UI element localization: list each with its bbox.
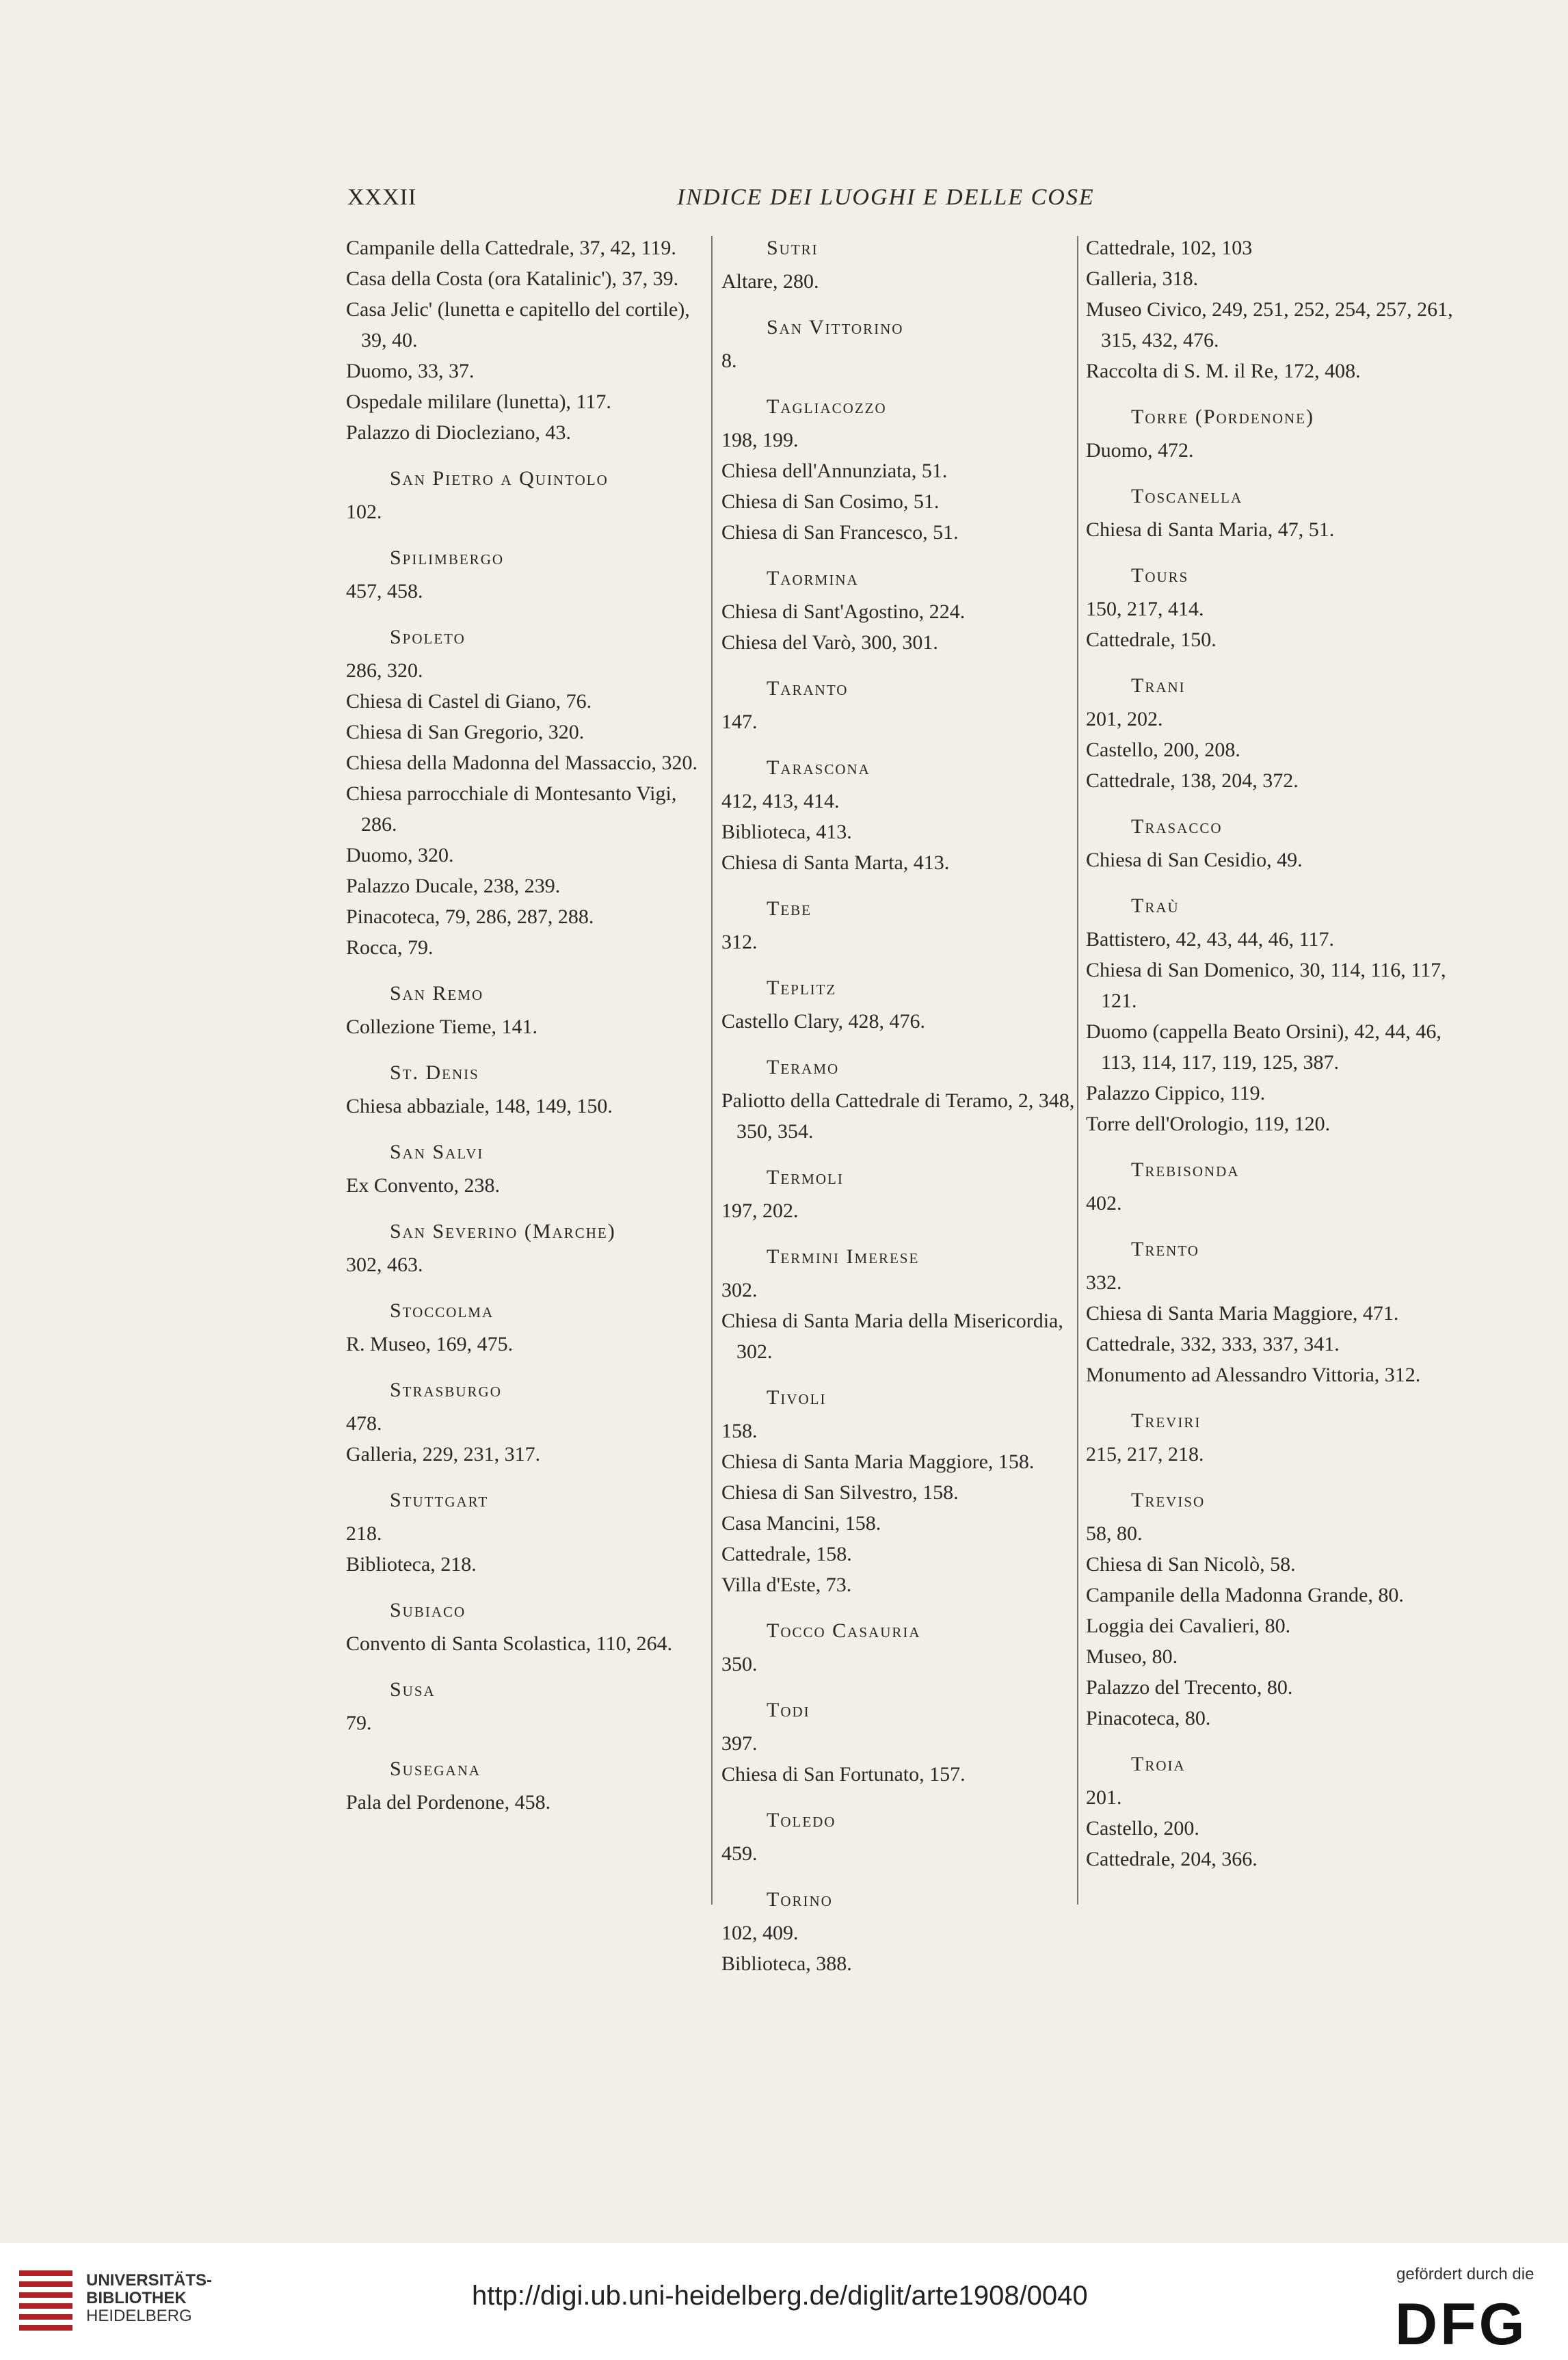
index-entry: Ospedale mililare (lunetta), 117. <box>346 390 611 413</box>
index-entry: 198, 199. <box>721 429 799 451</box>
index-entry: Chiesa di San Domenico, 30, 114, 116, 117, 121. <box>1086 959 1446 1012</box>
index-entry: Campanile della Madonna Grande, 80. <box>1086 1584 1404 1606</box>
place-heading: Teplitz <box>767 977 837 999</box>
index-entry: 147. <box>721 711 758 733</box>
library-name: UNIVERSITÄTS- BIBLIOTHEK HEIDELBERG <box>86 2271 213 2325</box>
index-entry: Museo Civico, 249, 251, 252, 254, 257, 261, 315, 432, 476. <box>1086 298 1453 352</box>
index-entry: Palazzo Cippico, 119. <box>1086 1082 1266 1104</box>
index-entry: Galleria, 318. <box>1086 267 1199 290</box>
index-entry: Rocca, 79. <box>346 936 434 959</box>
place-heading: Tebe <box>767 897 812 920</box>
index-entry: Raccolta di S. M. il Re, 172, 408. <box>1086 360 1361 382</box>
index-entry: Torre dell'Orologio, 119, 120. <box>1086 1113 1331 1135</box>
index-entry: Chiesa di San Fortunato, 157. <box>721 1763 966 1786</box>
index-entry: 286, 320. <box>346 659 423 682</box>
index-entry: Loggia dei Cavalieri, 80. <box>1086 1615 1291 1637</box>
place-heading: Trani <box>1131 674 1186 697</box>
index-entry: Chiesa di Santa Marta, 413. <box>721 851 950 874</box>
index-entry: Chiesa della Madonna del Massaccio, 320. <box>346 752 698 774</box>
index-entry: Casa Mancini, 158. <box>721 1512 881 1535</box>
place-heading: Trento <box>1131 1238 1199 1260</box>
university-library-logo-icon <box>14 2264 79 2339</box>
index-entry: Pinacoteca, 80. <box>1086 1707 1211 1729</box>
index-entry: Casa della Costa (ora Katalinic'), 37, 39. <box>346 267 679 290</box>
index-entry: Altare, 280. <box>721 270 819 293</box>
place-heading: Todi <box>767 1699 810 1721</box>
place-heading: Toledo <box>767 1809 836 1831</box>
index-entry: Chiesa dell'Annunziata, 51. <box>721 460 948 482</box>
place-heading: Stuttgart <box>390 1489 489 1511</box>
place-heading: Stoccolma <box>390 1299 494 1322</box>
place-heading: Sutri <box>767 237 819 259</box>
dfg-logo: DFG <box>1395 2292 1528 2357</box>
index-entry: 197, 202. <box>721 1199 799 1222</box>
index-entry: Paliotto della Cattedrale di Teramo, 2, 348, 350, 354. <box>721 1089 1075 1143</box>
index-entry: Pala del Pordenone, 458. <box>346 1791 551 1814</box>
place-heading: Strasburgo <box>390 1379 502 1401</box>
index-entry: R. Museo, 169, 475. <box>346 1333 514 1355</box>
place-heading: Trebisonda <box>1131 1158 1240 1181</box>
place-heading: San Vittorino <box>767 316 904 339</box>
place-heading: Susa <box>390 1678 436 1701</box>
index-column-2 <box>721 233 1091 1979</box>
index-entry: Duomo, 320. <box>346 844 454 866</box>
index-entry: Chiesa di San Silvestro, 158. <box>721 1481 959 1504</box>
place-heading: Spilimbergo <box>390 546 505 569</box>
index-entry: Cattedrale, 102, 103 <box>1086 237 1253 259</box>
place-heading: Torino <box>767 1888 833 1911</box>
place-heading: Termoli <box>767 1166 844 1189</box>
index-entry: Museo, 80. <box>1086 1645 1178 1668</box>
place-heading: Termini Imerese <box>767 1245 920 1268</box>
index-entry: Chiesa di Castel di Giano, 76. <box>346 690 592 713</box>
column-divider <box>711 236 713 1905</box>
index-entry: 350. <box>721 1653 758 1675</box>
place-heading: Toscanella <box>1131 485 1243 507</box>
index-entry: Biblioteca, 413. <box>721 821 852 843</box>
index-entry: 58, 80. <box>1086 1522 1143 1545</box>
index-entry: 402. <box>1086 1192 1122 1215</box>
index-entry: Duomo, 472. <box>1086 439 1194 462</box>
index-entry: Castello, 200. <box>1086 1817 1199 1840</box>
place-heading: San Pietro a Quintolo <box>390 467 609 490</box>
place-heading: San Severino (Marche) <box>390 1220 616 1243</box>
index-entry: 102. <box>346 501 382 523</box>
index-entry: 312. <box>721 931 758 953</box>
place-heading: Treviso <box>1131 1489 1206 1511</box>
page-number: XXXII <box>347 185 417 210</box>
index-entry: 102, 409. <box>721 1922 799 1944</box>
index-entry: Chiesa di San Gregorio, 320. <box>346 721 585 743</box>
index-entry: 215, 217, 218. <box>1086 1443 1204 1466</box>
index-entry: Chiesa di Santa Maria della Misericordia, 302. <box>721 1310 1063 1363</box>
index-entry: 150, 217, 414. <box>1086 598 1204 620</box>
index-entry: Chiesa di Santa Maria Maggiore, 471. <box>1086 1302 1399 1325</box>
index-entry: Battistero, 42, 43, 44, 46, 117. <box>1086 928 1335 951</box>
index-entry: Galleria, 229, 231, 317. <box>346 1443 541 1466</box>
index-entry: Monumento ad Alessandro Vittoria, 312. <box>1086 1364 1421 1386</box>
index-entry: Chiesa di San Cesidio, 49. <box>1086 849 1303 871</box>
place-heading: Trasacco <box>1131 815 1223 838</box>
index-entry: Collezione Tieme, 141. <box>346 1016 537 1038</box>
index-entry: 397. <box>721 1732 758 1755</box>
index-entry: Chiesa parrocchiale di Montesanto Vigi, 286. <box>346 782 677 836</box>
index-entry: 79. <box>346 1712 372 1734</box>
place-heading: Tivoli <box>767 1386 827 1409</box>
place-heading: Susegana <box>390 1758 481 1780</box>
index-entry: 302. <box>721 1279 758 1301</box>
place-heading: San Remo <box>390 982 484 1005</box>
index-entry: Duomo (cappella Beato Orsini), 42, 44, 46, 113, 114, 117, 119, 125, 387. <box>1086 1020 1441 1074</box>
sponsor-caption: gefördert durch die <box>1396 2265 1534 2283</box>
place-heading: San Salvi <box>390 1141 484 1163</box>
index-entry: Cattedrale, 150. <box>1086 628 1217 651</box>
index-entry: 218. <box>346 1522 382 1545</box>
index-entry: 459. <box>721 1842 758 1865</box>
place-heading: Tarascona <box>767 756 871 779</box>
index-entry: Biblioteca, 218. <box>346 1553 477 1576</box>
index-entry: 332. <box>1086 1271 1122 1294</box>
place-heading: Treviri <box>1131 1409 1201 1432</box>
index-entry: Biblioteca, 388. <box>721 1952 852 1975</box>
index-entry: Cattedrale, 332, 333, 337, 341. <box>1086 1333 1340 1355</box>
source-url-link[interactable]: http://digi.ub.uni-heidelberg.de/diglit/arte1908/0040 <box>472 2281 1088 2311</box>
place-heading: Traù <box>1131 894 1180 917</box>
index-entry: Villa d'Este, 73. <box>721 1574 852 1596</box>
index-entry: 302, 463. <box>346 1254 423 1276</box>
index-entry: Palazzo Ducale, 238, 239. <box>346 875 561 897</box>
index-entry: Chiesa di San Nicolò, 58. <box>1086 1553 1296 1576</box>
place-heading: Spoleto <box>390 626 466 648</box>
index-entry: 457, 458. <box>346 580 423 602</box>
index-entry: Palazzo di Diocleziano, 43. <box>346 421 572 444</box>
index-entry: Convento di Santa Scolastica, 110, 264. <box>346 1632 673 1655</box>
index-entry: Castello Clary, 428, 476. <box>721 1010 926 1033</box>
place-heading: Tours <box>1131 564 1189 587</box>
index-entry: Chiesa di Santa Maria, 47, 51. <box>1086 518 1335 541</box>
index-entry: Chiesa di Sant'Agostino, 224. <box>721 600 966 623</box>
place-heading: St. Denis <box>390 1061 479 1084</box>
place-heading: Subiaco <box>390 1599 466 1621</box>
index-entry: Palazzo del Trecento, 80. <box>1086 1676 1293 1699</box>
index-entry: Chiesa di Santa Maria Maggiore, 158. <box>721 1450 1035 1473</box>
index-entry: Duomo, 33, 37. <box>346 360 475 382</box>
index-entry: 201, 202. <box>1086 708 1163 730</box>
index-entry: 478. <box>346 1412 382 1435</box>
index-entry: Chiesa di San Francesco, 51. <box>721 521 959 544</box>
index-entry: Ex Convento, 238. <box>346 1174 500 1197</box>
index-entry: Chiesa di San Cosimo, 51. <box>721 490 940 513</box>
index-entry: Campanile della Cattedrale, 37, 42, 119. <box>346 237 676 259</box>
place-heading: Tocco Casauria <box>767 1619 921 1642</box>
index-entry: Castello, 200, 208. <box>1086 739 1240 761</box>
index-entry: Chiesa del Varò, 300, 301. <box>721 631 938 654</box>
place-heading: Teramo <box>767 1056 840 1078</box>
place-heading: Tagliacozzo <box>767 395 887 418</box>
index-column-1 <box>346 233 708 1818</box>
index-entry: 201. <box>1086 1786 1122 1809</box>
place-heading: Taranto <box>767 677 849 700</box>
index-entry: Cattedrale, 138, 204, 372. <box>1086 769 1299 792</box>
index-entry: Cattedrale, 204, 366. <box>1086 1848 1258 1870</box>
index-entry: 412, 413, 414. <box>721 790 840 812</box>
index-column-3 <box>1086 233 1459 1874</box>
place-heading: Torre (Pordenone) <box>1131 406 1314 428</box>
place-heading: Troia <box>1131 1753 1186 1775</box>
page-title: INDICE DEI LUOGHI E DELLE COSE <box>677 185 1095 210</box>
index-entry: 8. <box>721 349 737 372</box>
index-entry: Casa Jelic' (lunetta e capitello del cortile), 39, 40. <box>346 298 690 352</box>
index-entry: Chiesa abbaziale, 148, 149, 150. <box>346 1095 613 1117</box>
index-entry: 158. <box>721 1420 758 1442</box>
index-entry: Pinacoteca, 79, 286, 287, 288. <box>346 905 594 928</box>
index-entry: Cattedrale, 158. <box>721 1543 852 1565</box>
place-heading: Taormina <box>767 567 859 589</box>
